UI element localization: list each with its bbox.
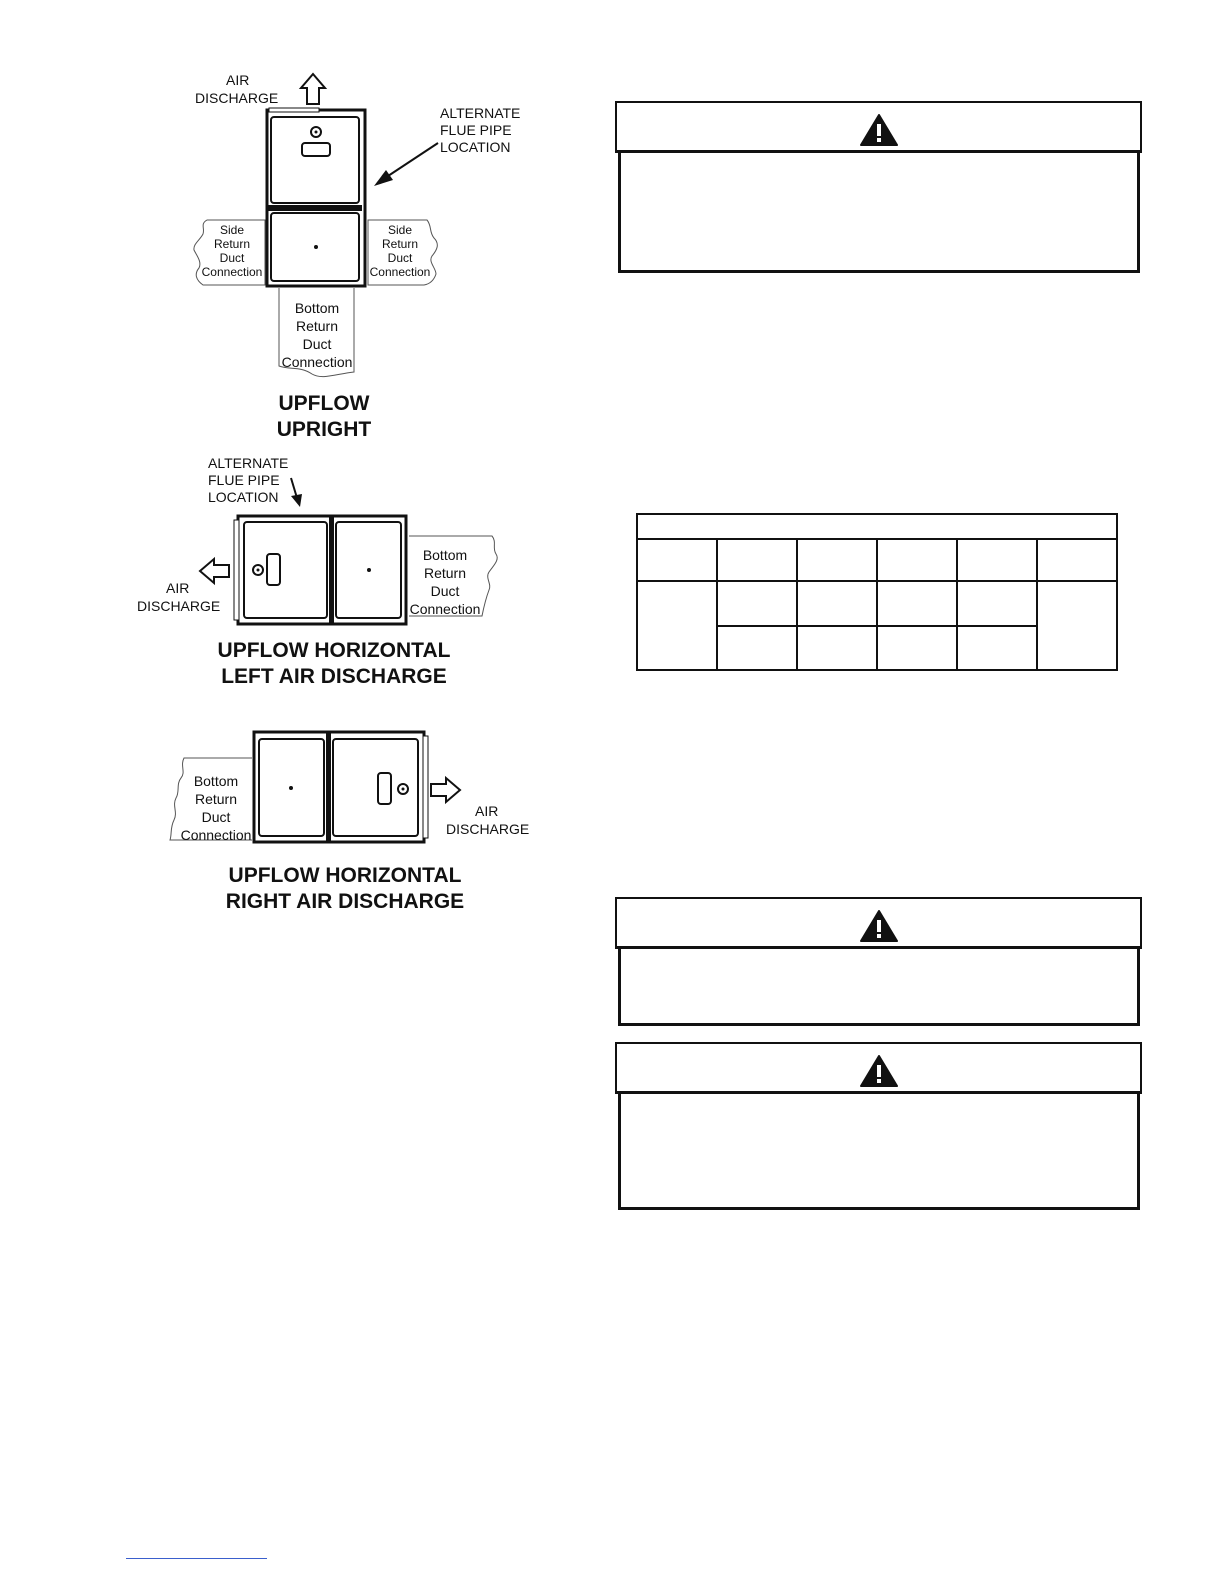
left-alt-flue-line2: FLUE PIPE bbox=[208, 472, 280, 488]
upright-caption-line1: UPFLOW bbox=[278, 392, 370, 415]
alternate-flue-down-arrow-icon bbox=[291, 478, 302, 507]
left-bottom-return-line3: Duct bbox=[430, 583, 460, 599]
spec-table-cell bbox=[957, 539, 1037, 581]
right-bottom-return-line3: Duct bbox=[201, 809, 231, 825]
side-return-right-line2: Return bbox=[381, 237, 419, 251]
spec-table-cell bbox=[637, 581, 717, 670]
side-return-right-line1: Side bbox=[387, 223, 413, 237]
warning-box-1-body bbox=[618, 153, 1140, 273]
spec-table-cell bbox=[717, 626, 797, 670]
warning-triangle-icon bbox=[859, 909, 899, 943]
spec-table-header-row bbox=[637, 514, 1117, 539]
right-bottom-return-line2: Return bbox=[194, 791, 238, 807]
right-bottom-return-line4: Connection bbox=[180, 827, 252, 843]
warning-box-2-header bbox=[615, 897, 1142, 949]
spec-table-cell bbox=[797, 539, 877, 581]
spec-table-cell bbox=[797, 581, 877, 626]
bottom-return-line2: Return bbox=[295, 318, 339, 334]
warning-box-3-header bbox=[615, 1042, 1142, 1094]
horizontal-left-caption-line2: LEFT AIR DISCHARGE bbox=[221, 665, 447, 688]
warning-box-2-body bbox=[618, 949, 1140, 1026]
horizontal-right-caption-line1: UPFLOW HORIZONTAL bbox=[228, 864, 462, 887]
warning-box-1 bbox=[615, 101, 1142, 273]
spec-table-cell bbox=[877, 626, 957, 670]
right-air-discharge-line2: DISCHARGE bbox=[446, 821, 530, 837]
warning-triangle-icon bbox=[859, 113, 899, 147]
warning-box-2 bbox=[615, 897, 1142, 1026]
spec-table-cell bbox=[717, 539, 797, 581]
left-bottom-return-line4: Connection bbox=[409, 601, 481, 617]
air-discharge-label-line2: DISCHARGE bbox=[195, 90, 279, 106]
left-air-discharge-line2: DISCHARGE bbox=[137, 598, 221, 614]
right-air-discharge-line1: AIR bbox=[475, 803, 499, 819]
warning-box-3 bbox=[615, 1042, 1142, 1210]
side-return-left-line1: Side bbox=[219, 223, 245, 237]
alternate-flue-pointer-arrow-icon bbox=[374, 143, 438, 186]
air-discharge-right-arrow-icon bbox=[431, 778, 460, 802]
horizontal-right-caption-line2: RIGHT AIR DISCHARGE bbox=[225, 890, 465, 913]
bottom-return-line4: Connection bbox=[281, 354, 353, 370]
left-air-discharge-line1: AIR bbox=[166, 580, 190, 596]
alternate-flue-label-line2: FLUE PIPE bbox=[440, 122, 512, 138]
left-alt-flue-line1: ALTERNATE bbox=[208, 455, 289, 471]
spec-table bbox=[636, 513, 1118, 671]
spec-table-cell bbox=[877, 581, 957, 626]
alternate-flue-label-line1: ALTERNATE bbox=[440, 105, 521, 121]
side-return-right-line3: Duct bbox=[387, 251, 413, 265]
spec-table-cell bbox=[1037, 581, 1117, 670]
left-bottom-return-line2: Return bbox=[423, 565, 467, 581]
air-discharge-label-line1: AIR bbox=[226, 72, 250, 88]
spec-table-cell bbox=[1037, 539, 1117, 581]
spec-table-cell bbox=[957, 626, 1037, 670]
bottom-return-line3: Duct bbox=[302, 336, 332, 352]
side-return-right-line4: Connection bbox=[369, 265, 431, 279]
spec-table-cell bbox=[637, 539, 717, 581]
spec-table-cell bbox=[877, 539, 957, 581]
side-return-left-line4: Connection bbox=[201, 265, 263, 279]
horizontal-left-caption-line1: UPFLOW HORIZONTAL bbox=[217, 639, 451, 662]
warning-box-3-body bbox=[618, 1094, 1140, 1210]
spec-table-cell bbox=[957, 581, 1037, 626]
spec-table-cell bbox=[797, 626, 877, 670]
footnote-rule bbox=[126, 1558, 267, 1559]
bottom-return-line1: Bottom bbox=[294, 300, 340, 316]
right-bottom-return-line1: Bottom bbox=[193, 773, 239, 789]
side-return-left-line3: Duct bbox=[219, 251, 245, 265]
warning-triangle-icon bbox=[859, 1054, 899, 1088]
spec-table-cell bbox=[717, 581, 797, 626]
warning-box-1-header bbox=[615, 101, 1142, 153]
left-alt-flue-line3: LOCATION bbox=[208, 489, 279, 505]
left-bottom-return-line1: Bottom bbox=[422, 547, 468, 563]
air-discharge-up-arrow-icon bbox=[301, 74, 325, 104]
upright-caption-line2: UPRIGHT bbox=[276, 418, 372, 441]
alternate-flue-label-line3: LOCATION bbox=[440, 139, 511, 155]
side-return-left-line2: Return bbox=[213, 237, 251, 251]
air-discharge-left-arrow-icon bbox=[200, 559, 229, 583]
